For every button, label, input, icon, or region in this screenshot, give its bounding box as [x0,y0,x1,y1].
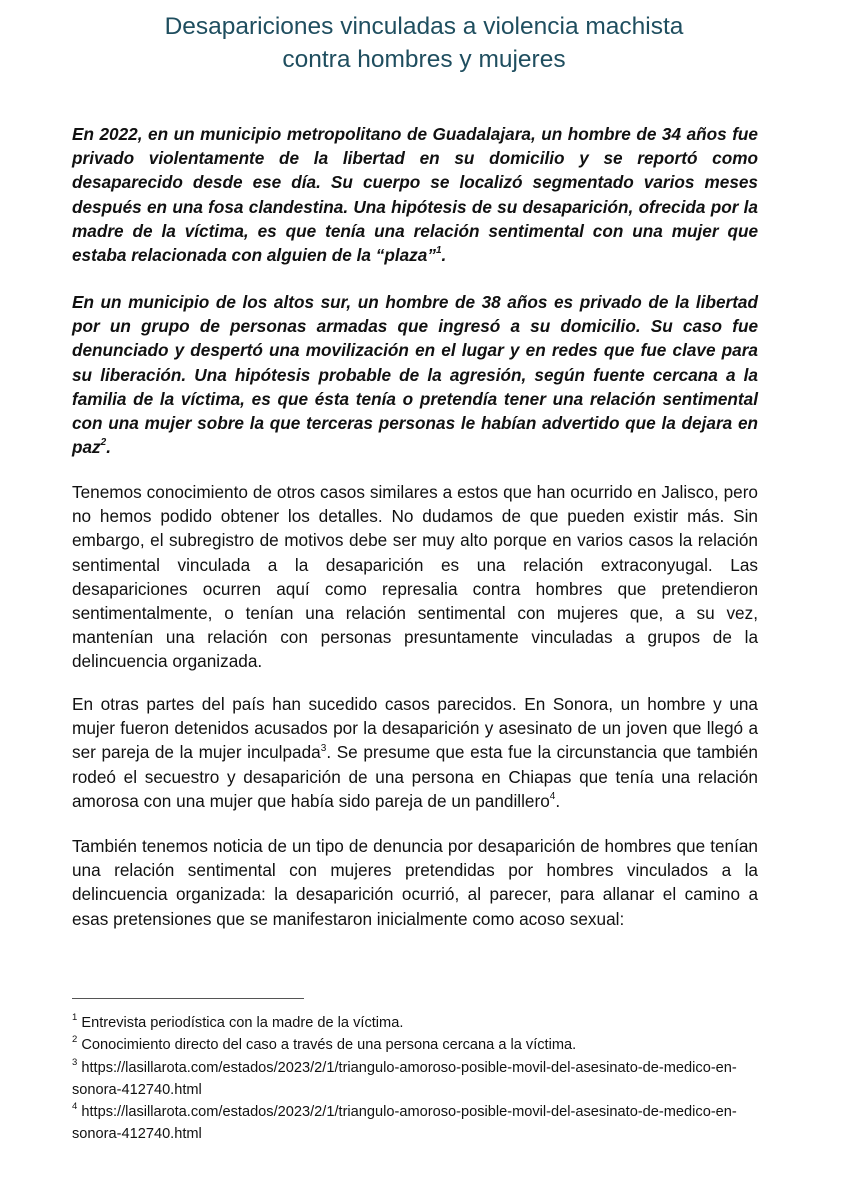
case-text-altos-sur: En un municipio de los altos sur, un hombre de 38 años es privado de la libertad por un grupo de personas armadas que ingresó a su domicilio. Su caso fue denunciado y despertó una movilización en el lugar y en redes que fue clave para su liberación. Una hipótesis probable de la agresión, según fuente cercana a la familia de la víctima, es que ésta tenía o pretendía tener una relación sentimental con una mujer sobre la que terceras personas le habían advertido que la dejara en paz [72,292,758,458]
footnote-ref-2[interactable]: 2 [100,437,107,449]
footnote-text: Conocimiento directo del caso a través de una persona cercana a la víctima. [77,1037,577,1054]
paragraph-other-regions [72,692,758,813]
page-title-line-2: contra hombres y mujeres [282,46,566,73]
footnote-number: 1 [72,1012,78,1024]
case-paragraph-guadalajara [72,122,758,267]
page-title [70,10,778,76]
paragraph-other-regions-text-b: . Se presume que esta fue la circunstancia que también rodeó el secuestro y desaparición de una persona en Chiapas que tenía una relación amorosa con una mujer que había sido pareja de un pandillero [72,742,758,811]
footnote-ref-4[interactable]: 4 [549,791,556,803]
paragraph-end: . [106,437,111,458]
footnote-number: 3 [72,1056,78,1068]
footnote-number: 2 [72,1034,78,1046]
footnote-number: 4 [72,1101,78,1113]
paragraph-end: . [441,245,447,266]
footnote-1 [72,1012,762,1034]
footnotes [72,1012,762,1146]
footnote-3 [72,1057,762,1102]
page-title-line-1: Desapariciones vinculadas a violencia machista [164,13,684,40]
case-text-guadalajara: En 2022, en un municipio metropolitano de Guadalajara, un hombre de 34 años fue privado violentamente de la libertad en su domicilio y se reportó como desaparecido desde ese día. Su cuerpo se localizó segmentado varios meses después en una fosa clandestina. Una hipótesis de su desaparición, ofrecida por la madre de la víctima, es que tenía una relación sentimental con una mujer que estaba relacionada con alguien de la “plaza” [72,124,758,266]
footnote-2 [72,1034,762,1056]
paragraph-harassment: También tenemos noticia de un tipo de denuncia por desaparición de hombres que tenían una relación sentimental con mujeres pretendidas por hombres vinculados a la delincuencia organizada: la desaparición ocurrió, al parecer, para allanar el camino a esas pretensiones que se manifestaron inicialmente como acoso sexual: [72,836,758,929]
footnote-link[interactable]: https://lasillarota.com/estados/2023/2/1/triangulo-amoroso-posible-movil-del-asesinato-de-medico-en-sonora-412740.html [72,1059,737,1098]
footnote-link[interactable]: https://lasillarota.com/estados/2023/2/1/triangulo-amoroso-posible-movil-del-asesinato-de-medico-en-sonora-412740.html [72,1104,737,1143]
footnote-divider [72,998,304,999]
footnote-4 [72,1101,762,1146]
footnote-text: Entrevista periodística con la madre de la víctima. [77,1015,404,1031]
case-paragraph-altos-sur [72,290,758,459]
footnote-ref-1[interactable]: 1 [435,245,442,257]
paragraph-jalisco-cases: Tenemos conocimiento de otros casos similares a estos que han ocurrido en Jalisco, pero no hemos podido obtener los detalles. No dudamos de que pueden existir más. Sin embargo, el subregistro de motivos debe ser muy alto porque en varios casos la relación sentimental vinculada a la desaparición es una relación extraconyugal. Las desapariciones ocurren aquí como represalia contra hombres que pretendieron sentimentalmente, o tenían una relación sentimental con mujeres que, a su vez, mantenían una relación con personas presuntamente vinculadas a grupos de la delincuencia organizada. [72,482,758,672]
paragraph-end: . [555,790,561,811]
footnote-ref-3[interactable]: 3 [320,742,327,754]
paragraph-other-regions-text-a: En otras partes del país han sucedido casos parecidos. En Sonora, un hombre y una mujer fueron detenidos acusados por la desaparición y asesinato de un joven que llegó a ser pareja de la mujer inculpada [72,694,758,763]
